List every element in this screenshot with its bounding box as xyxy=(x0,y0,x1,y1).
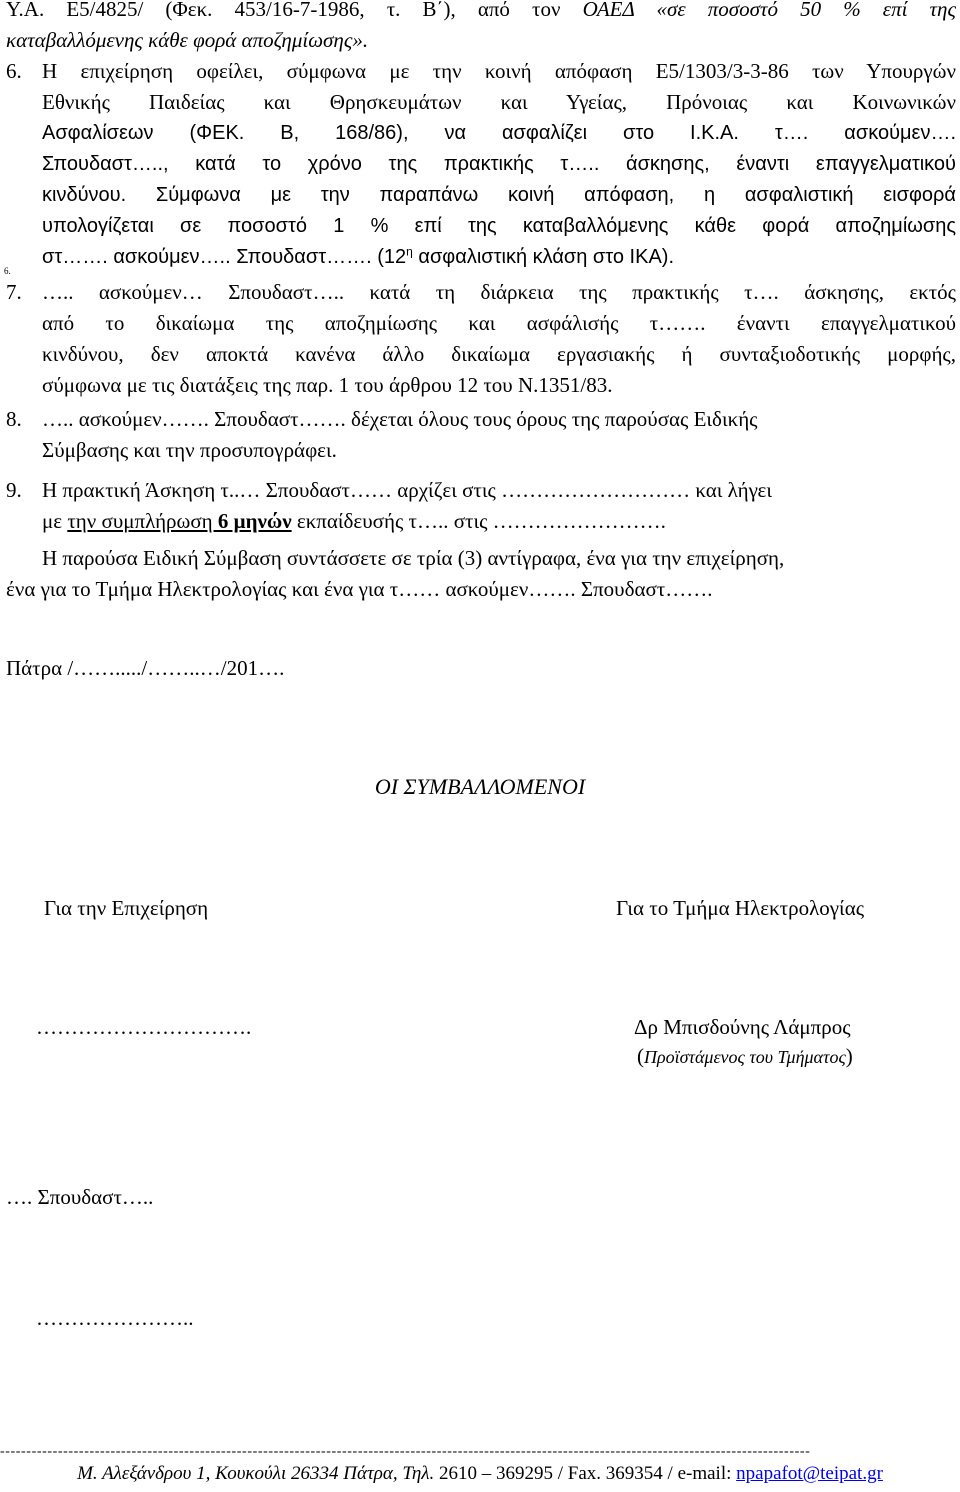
footer-address: Μ. Αλεξάνδρου 1, Κουκούλι 26334 Πάτρα, Τηλ. 2610 – 369295 / Fax. 369354 / e-mail: npapafot@teipat.gr xyxy=(77,1463,883,1484)
company-signature-line: …………………………. xyxy=(36,1015,252,1039)
top-line-1: Υ.Α. Ε5/4825/ (Φεκ. 453/16-7-1986, τ. Β΄), από τον ΟΑΕΔ «σε ποσοστό 50 % επί της xyxy=(6,0,956,21)
item-7-text xyxy=(42,277,956,401)
student-signature-line: ………………….. xyxy=(36,1306,194,1330)
parties-heading: ΟΙ ΣΥΜΒΑΛΛΟΜΕΝΟΙ xyxy=(374,774,586,799)
department-head-name: Δρ Μπισδούνης Λάμπρος xyxy=(634,1015,851,1039)
closing-line-1: Η παρούσα Ειδική Σύμβαση συντάσσετε σε τρία (3) αντίγραφα, ένα για την επιχείρηση, xyxy=(42,546,785,570)
item-6-line-4: Σπουδαστ….., κατά το χρόνο της πρακτικής τ….. άσκησης, έναντι επαγγελματικού xyxy=(42,153,956,175)
department-signature-label: Για το Τμήμα Ηλεκτρολογίας xyxy=(616,896,865,920)
place-date: Πάτρα /……...../……..…/201…. xyxy=(6,656,285,680)
item-8-text xyxy=(42,404,956,466)
item-9-text xyxy=(42,475,956,537)
item-7-line-4: σύμφωνα με τις διατάξεις της παρ. 1 του άρθρου 12 του Ν.1351/83. xyxy=(42,373,613,397)
item-7-line-3: κινδύνου, δεν αποκτά κανένα άλλο δικαίωμα εργασιακής ή συνταξιοδοτικής μορφής, xyxy=(42,342,956,366)
item-9-line-1: Η πρακτική Άσκηση τ..… Σπουδαστ…… αρχίζει στις ……………………… και λήγει xyxy=(42,478,773,502)
item-6-number: 6. xyxy=(6,59,22,83)
item-6-line-3: Ασφαλίσεων (ΦΕΚ. Β, 168/86), να ασφαλίζει στο Ι.Κ.Α. τ…. ασκούμεν…. xyxy=(42,122,956,144)
item-8-number: 8. xyxy=(6,407,22,431)
closing-paragraph xyxy=(6,543,956,605)
top-continuation xyxy=(6,0,956,56)
item-6-line-6: υπολογίζεται σε ποσοστό 1 % επί της καταβαλλόμενης κάθε φορά αποζημίωσης xyxy=(42,215,956,237)
item-6-line-1: Η επιχείρηση οφείλει, σύμφωνα με την κοινή απόφαση Ε5/1303/3-3-86 των Υπουργών xyxy=(42,59,956,83)
top-line-2: καταβαλλόμενης κάθε φορά αποζημίωσης». xyxy=(6,28,369,52)
margin-mark: 6. xyxy=(4,266,11,276)
item-9-number: 9. xyxy=(6,478,22,502)
item-6-text xyxy=(42,56,956,273)
item-7-line-2: από το δικαίωμα της αποζημίωσης και ασφάλισής τ……. έναντι επαγγελματικού xyxy=(42,311,956,335)
department-head-title: (Προϊστάμενος του Τμήματος) xyxy=(637,1044,853,1068)
item-6-line-2: Εθνικής Παιδείας και Θρησκευμάτων και Υγείας, Πρόνοιας και Κοινωνικών xyxy=(42,90,956,114)
item-6-line-7: στ……. ασκούμεν….. Σπουδαστ……. ($12^\eta$ ασφαλιστική κλάση στο ΙΚΑ). xyxy=(42,244,675,268)
company-signature-label: Για την Επιχείρηση xyxy=(44,896,209,920)
item-6-line-5: κινδύνου. Σύμφωνα με την παραπάνω κοινή απόφαση, η ασφαλιστική εισφορά xyxy=(42,184,956,206)
item-7-line-1: ….. ασκούμεν… Σπουδαστ….. κατά τη διάρκεια της πρακτικής τ…. άσκησης, εκτός xyxy=(42,280,956,304)
item-9-line-2: με την συμπλήρωση 6 μηνών εκπαίδευσής τ….. στις ……………………. xyxy=(42,509,666,533)
item-8-line-2: Σύμβασης και την προσυπογράφει. xyxy=(42,438,337,462)
closing-line-2: ένα για το Τμήμα Ηλεκτρολογίας και ένα για τ…… ασκούμεν……. Σπουδαστ……. xyxy=(6,577,713,601)
footer-rule: ---------------------------------------------------------------------------------------------------------------------------------------------------------- xyxy=(0,1446,811,1458)
item-7-number: 7. xyxy=(6,280,22,304)
item-8-line-1: ….. ασκούμεν……. Σπουδαστ……. δέχεται όλους τους όρους της παρούσας Ειδικής xyxy=(42,407,758,431)
email-link[interactable]: npapafot@teipat.gr xyxy=(736,1463,883,1484)
student-label: …. Σπουδαστ….. xyxy=(6,1185,154,1209)
